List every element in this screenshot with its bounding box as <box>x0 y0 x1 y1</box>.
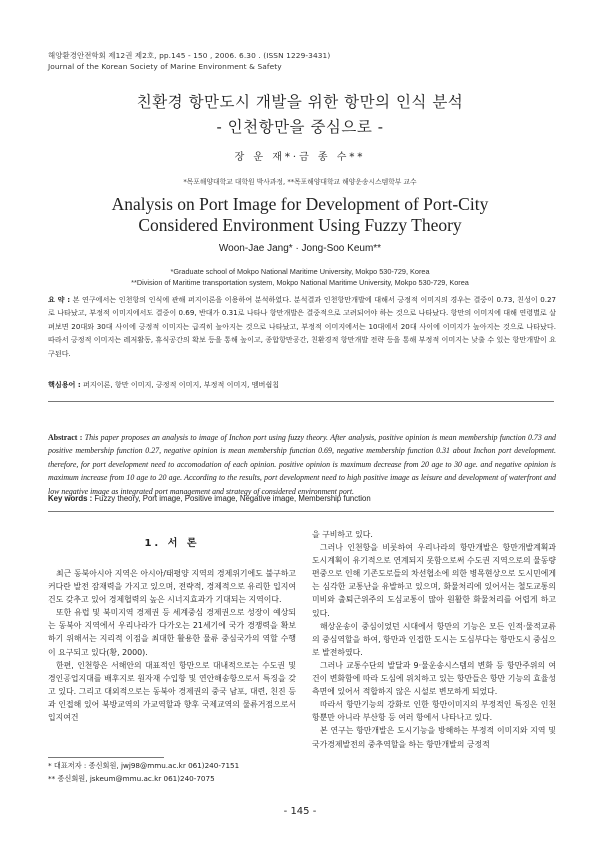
abstract-divider-top <box>48 401 554 402</box>
journal-name: Journal of the Korean Society of Marine Environment & Safety <box>48 62 282 71</box>
english-keywords-text: Fuzzy theory, Port image, Positive image, Negative image, Membership function <box>94 494 371 503</box>
footnote-1: * 대표저자 : 종신회원, jwj98@mmu.ac.kr 061)240-7151 <box>48 761 240 770</box>
korean-subtitle: - 인천항만을 중심으로 - <box>216 118 384 136</box>
body-paragraph: 따라서 항만기능의 강화로 인한 항만이미지의 부정적인 특징은 인천항뿐만 아니라 부산항 등 여러 항에서 나타나고 있다. <box>312 700 556 723</box>
page-number: - 145 - <box>283 806 317 817</box>
english-title-line-2: Considered Environment Using Fuzzy Theory <box>138 215 462 235</box>
korean-keywords-label: 핵심용어 : <box>48 380 81 389</box>
korean-abstract <box>48 293 556 360</box>
english-title-line-1: Analysis on Port Image for Development of Port-City <box>111 194 489 214</box>
english-abstract-label: Abstract : <box>48 433 83 442</box>
korean-affiliation: *목포해양대학교 대학원 박사과정, **목포해양대학교 해양운송시스템학부 교수 <box>183 178 417 186</box>
right-column <box>312 528 556 751</box>
english-abstract-text: This paper proposes an analysis to image of Inchon port using fuzzy theory. After analysis, positive opinion is mean membership function 0.73 and positive membership function 0.27, negative opinion is mean membership function 0.69, negative membership function 0.31 about Inchon port development. therefore, for port development need to accomodation of each opinion. positive opinion is maximum decrease from 20 age to 30 age. and negative opinion is maximum increase from 10 age to 20 age. According to the results, port development need to high positive image as leisure and development of waterfront and low negative image as integrated port management and strategy of considered environment port. <box>48 433 556 496</box>
body-paragraph: 한편, 인천항은 서해안의 대표적인 항만으로 대내적으로는 수도권 및 경인공업지대를 배후지로 원자재 수입항 및 연안해송항으로서 특징을 갖고 있다. 그리고 대외적으로는 동북아 경제권의 중국 남포, 대련, 친진 등과 인접해 있어 북방교역의 가교역할과 향후 국제교역의 물류거점으로서 입지여건 <box>48 660 296 723</box>
section-1-heading: 1. 서 론 <box>144 538 200 549</box>
korean-keywords-text: 퍼지이론, 항만 이미지, 긍정적 이미지, 부정적 이미지, 멤버쉽칩 <box>82 380 280 389</box>
journal-citation: 해양환경안전학회 제12권 제2호, pp.145 - 150 , 2006. 6.30 . (ISSN 1229-3431) <box>48 51 331 60</box>
english-keywords-label: Key words : <box>48 494 93 503</box>
body-paragraph: 또한 유럽 및 북미지역 경제권 등 세계중심 경제권으로 성장이 예상되는 동북아 지역에서 우리나라가 다가오는 21세기에 국가 경쟁력을 확보하기 위해서는 지리적 이점을 최대한 활용한 물류 중심국가의 역할 수행이 요구되고 있다(황, 2000). <box>48 608 296 657</box>
english-abstract <box>48 431 556 498</box>
korean-keywords <box>48 378 556 391</box>
korean-authors: 장 운 재*·금 종 수** <box>234 152 366 163</box>
english-affiliation-1: *Graduate school of Mokpo National Maritime University, Mokpo 530-729, Korea <box>170 267 430 276</box>
footnotes <box>48 760 296 785</box>
body-paragraph: 해상운송이 중심이었던 시대에서 항만의 기능은 모든 인적·물적교류의 중심역할을 하여, 항만과 인접한 도시는 도심부다는 항만도시 중심으로 발전하였다. <box>312 621 556 657</box>
korean-abstract-text: 본 연구에서는 인천항의 인식에 관해 퍼지이론을 이용하여 분석하였다. 분석결과 인천항만개발에 대해서 긍정적 이미지의 경우는 결중이 0.73, 친성이 0.27로 나타났고, 부정적 이미지에서도 결중이 0.69, 반대가 0.31로 나타나 항만개발은 결중적으로 고려되어야 하는 것으로 나타났다. 항만의 이미지에 대해 연령별로 살펴보면 20대와 30대 사이에 긍정적 이미지는 급격히 높아지는 것으로 나타났고, 부정적 이미지에서는 10대에서 20대 사이에 이미지가 높아지는 것으로 나타났다. 따라서 긍정적 이미지는 레저활동, 휴식공간의 확보 등을 통해 높이고, 종합항만공간, 친환경적 항만개발 전략 등을 통해 부정적 이미지는 낮출 수 있는 항만개발이 요구된다. <box>48 295 556 358</box>
korean-title: 친환경 항만도시 개발을 위한 항만의 인식 분석 <box>136 93 464 111</box>
body-paragraph: 최근 동북아시아 지역은 아시아/태평양 지역의 경제위기에도 불구하고 커다란 발전 잠재력을 가지고 있으며, 전략적, 경제적으로 유리한 입지여건도 갖추고 있어 경제협력의 높은 시너지효과가 기대되는 지역이다. <box>48 569 296 605</box>
english-authors: Woon-Jae Jang* · Jong-Soo Keum** <box>218 243 382 254</box>
body-paragraph: 그러나 인천항을 비롯하여 우리나라의 항만개발은 항만개발계획과 도시계획이 유기적으로 연계되지 못함으로써 수도권 지역으로의 물동량 편중으로 인해 기존도로들의 차선협소에 의한 병목현상으로 도시민에게는 심각한 교통난을 유발하고 있으며, 화물처리에 있어서는 철도교통의 미비와 출퇴근위주의 도심교통이 많아 원활한 화물처리를 어렵게 하고 있다. <box>312 543 556 618</box>
footnote-2: ** 종신회원, jskeum@mmu.ac.kr 061)240-7075 <box>48 773 215 783</box>
body-paragraph: 본 연구는 항만개발은 도시기능을 방해하는 부정적 이미지와 지역 및 국가경제발전의 중추역할을 하는 항만개발의 긍정적 <box>312 726 556 749</box>
body-paragraph: 을 구비하고 있다. <box>312 530 373 539</box>
english-keywords <box>48 492 556 505</box>
body-paragraph: 그러나 교통수단의 발달과 9·물운송시스템의 변화 등 항만주위의 여건이 변화함에 따라 도심에 위치하고 있는 항만들은 항만 기능의 효율성 측면에 있어서 적합하지 않은 시설로 변모하게 되었다. <box>312 660 556 697</box>
footnote-divider <box>48 757 164 758</box>
left-column <box>48 567 296 724</box>
abstract-divider-bottom <box>48 511 554 512</box>
korean-abstract-label: 요 약 : <box>48 295 71 304</box>
english-affiliation-2: **Division of Maritime transportation system, Mokpo National Maritime University, Mokpo 530-729, Korea <box>131 278 469 287</box>
